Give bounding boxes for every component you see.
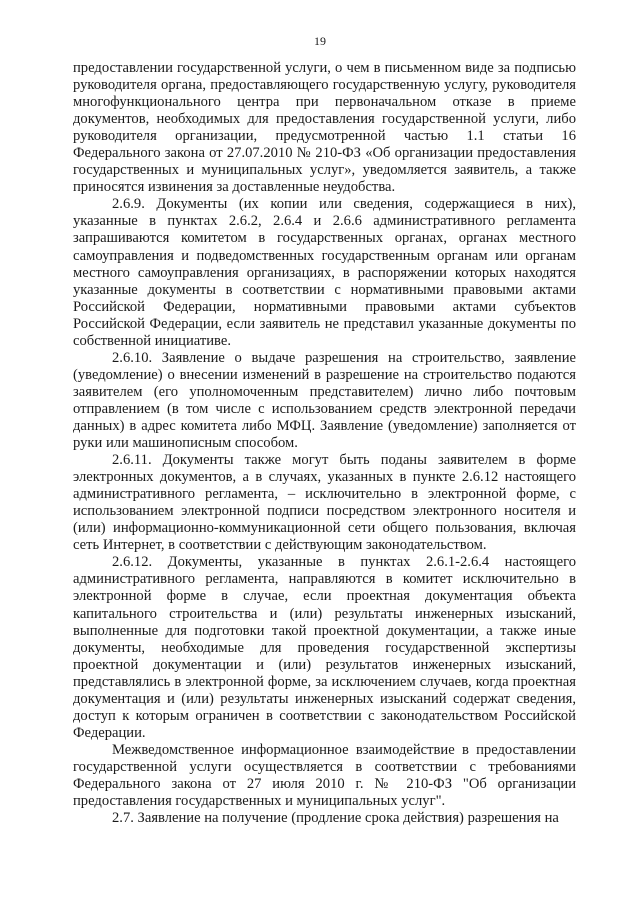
document-body [73, 60, 576, 827]
paragraph-interagency: Межведомственное информационное взаимодействие в предоставлении государственной услуги осуществляется в соответствии с требованиями Федерального закона от 27 июля 2010 г. № 210-ФЗ "Об организации предоставления государственных и муниципальных услуг". [73, 741, 576, 810]
paragraph-2-7: 2.7. Заявление на получение (продление срока действия) разрешения на [112, 810, 559, 827]
paragraph-2-6-10: 2.6.10. Заявление о выдаче разрешения на строительство, заявление (уведомление) о внесении изменений в разрешение на строительство подаются заявителем (его уполномоченным представителем) лично либо почтовым отправлением (в том числе с использованием средств электронной передачи данных) в адрес комитета либо МФЦ. Заявление (уведомление) заполняется от руки или машинописным способом. [73, 349, 576, 452]
paragraph-2-6-12: 2.6.12. Документы, указанные в пунктах 2.6.1-2.6.4 настоящего административного регламента, направляются в комитет исключительно в электронной форме в случае, если проектная документация объекта капитального строительства и (или) результаты инженерных изысканий, выполненные для подготовки такой проектной документации, а также иные документы, необходимые для проведения государственной экспертизы проектной документации и (или) результатов инженерных изысканий, представлялись в электронной форме, за исключением случаев, когда проектная документация и (или) результаты инженерных изысканий содержат сведения, доступ к которым ограничен в соответствии с законодательством Российской Федерации. [73, 554, 576, 741]
paragraph-2-6-11: 2.6.11. Документы также могут быть поданы заявителем в форме электронных документов, а в случаях, указанных в пункте 2.6.12 настоящего административного регламента, – исключительно в электронной форме, с использованием электронной подписи посредством электронного носителя и (или) информационно-коммуникационной сети общего пользования, включая сеть Интернет, в соответствии с действующим законодательством. [73, 452, 576, 554]
paragraph-2-6-9: 2.6.9. Документы (их копии или сведения, содержащиеся в них), указанные в пунктах 2.6.2, 2.6.4 и 2.6.6 административного регламента запрашиваются комитетом в государственных органах, органах местного самоуправления и подведомственных государственным органам или органам местного самоуправления организациях, в распоряжении которых находятся указанные документы в соответствии с нормативными правовыми актами Российской Федерации, нормативными правовыми актами субъектов Российской Федерации, если заявитель не представил указанные документы по собственной инициативе. [73, 196, 576, 349]
page-number: 19 [314, 34, 326, 48]
paragraph-continuation: предоставлении государственной услуги, о чем в письменном виде за подписью руководителя органа, предоставляющего государственную услугу, руководителя многофункционального центра при первоначальном отказе в приеме документов, необходимых для предоставления государственной услуги, либо руководителя организации, предусмотренной частью 1.1 статьи 16 Федерального закона от 27.07.2010 № 210-ФЗ «Об организации предоставления государственных и муниципальных услуг», уведомляется заявитель, а также приносятся извинения за доставленные неудобства. [73, 60, 576, 196]
